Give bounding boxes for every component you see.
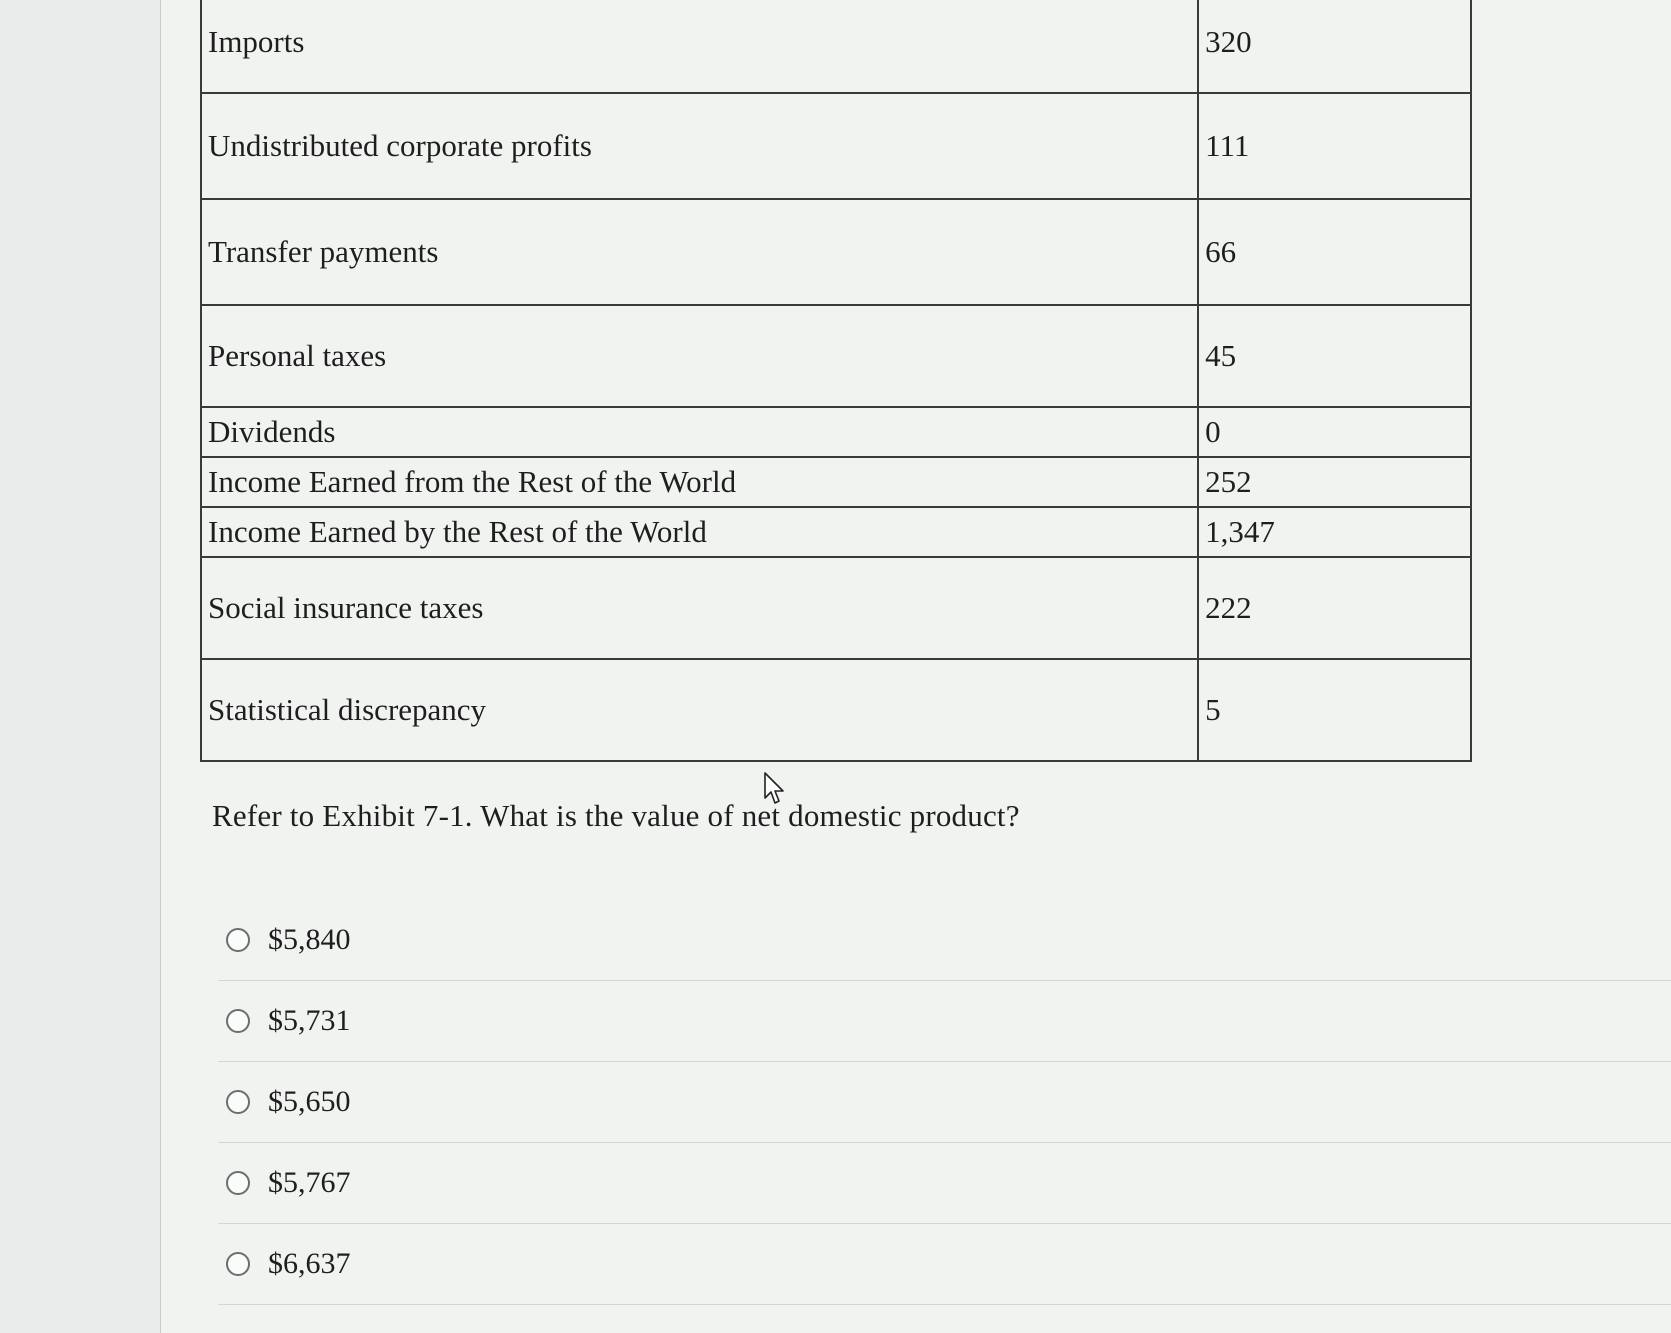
answer-option[interactable] [218,900,1671,981]
row-value: 111 [1198,93,1471,199]
row-label: Dividends [201,407,1198,457]
answer-option[interactable] [218,981,1671,1062]
row-value: 1,347 [1198,507,1471,557]
row-label: Imports [201,0,1198,93]
row-value: 0 [1198,407,1471,457]
option-label: $5,767 [268,1166,351,1199]
row-value: 320 [1198,0,1471,93]
row-value: 252 [1198,457,1471,507]
row-value: 222 [1198,557,1471,659]
row-label: Income Earned by the Rest of the World [201,507,1198,557]
row-label: Undistributed corporate profits [201,93,1198,199]
row-value: 5 [1198,659,1471,761]
option-label: $5,840 [268,923,351,956]
table-row [201,659,1471,761]
row-label: Transfer payments [201,199,1198,305]
answer-option[interactable] [218,1224,1671,1305]
option-label: $5,650 [268,1085,351,1118]
exhibit-table [200,0,1472,762]
table-row [201,93,1471,199]
answer-option[interactable] [218,1062,1671,1143]
table-row [201,557,1471,659]
row-label: Statistical discrepancy [201,659,1198,761]
radio-button-icon[interactable] [226,1009,250,1033]
table-row [201,305,1471,407]
table-row [201,199,1471,305]
answer-option[interactable] [218,1143,1671,1224]
row-label: Income Earned from the Rest of the World [201,457,1198,507]
table-row [201,507,1471,557]
radio-button-icon[interactable] [226,1090,250,1114]
radio-button-icon[interactable] [226,1252,250,1276]
row-value: 66 [1198,199,1471,305]
radio-button-icon[interactable] [226,1171,250,1195]
row-label: Personal taxes [201,305,1198,407]
row-value: 45 [1198,305,1471,407]
table-row [201,0,1471,93]
option-label: $6,637 [268,1247,351,1280]
answer-options [218,900,1671,1305]
table-row [201,457,1471,507]
radio-button-icon[interactable] [226,928,250,952]
option-label: $5,731 [268,1004,351,1037]
table-row [201,407,1471,457]
row-label: Social insurance taxes [201,557,1198,659]
question-text: Refer to Exhibit 7-1. What is the value of net domestic product? [212,798,1020,833]
